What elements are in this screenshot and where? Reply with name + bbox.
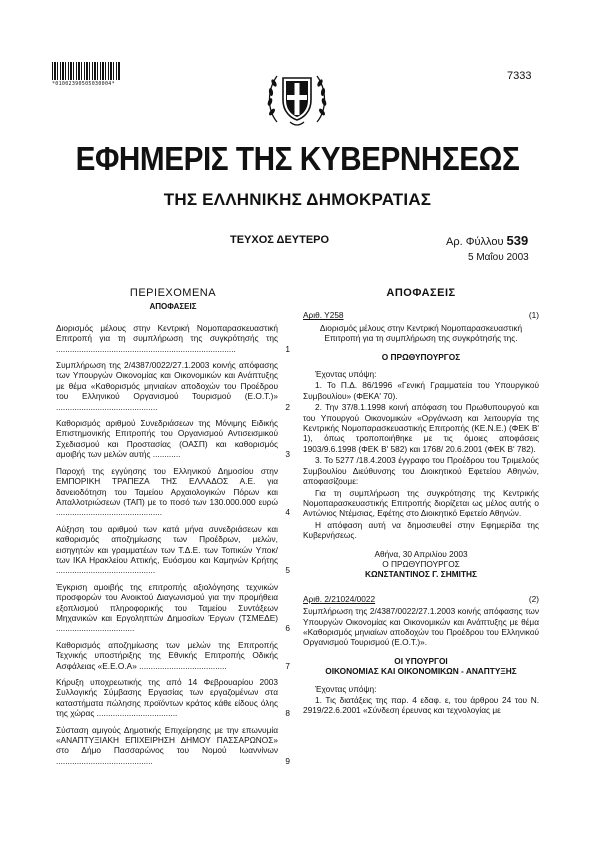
toc-entry-page: 6 <box>285 623 290 634</box>
decision-1-header <box>303 310 539 320</box>
decisions-heading: ΑΠΟΦΑΣΕΙΣ <box>386 287 456 299</box>
decision-1-para-3: 3. Το 5277 /18.4.2003 έγγραφο του Προέδρου του Τριμελούς Συμβουλίου Διεύθυνσης του Διοικητικού Εφετείου Αθηνών, αποφασίζουμε: <box>303 455 539 487</box>
toc-entry[interactable] <box>56 360 290 412</box>
issue-date: 5 Μαΐου 2003 <box>468 252 529 263</box>
sheet-label: Αρ. Φύλλου <box>446 236 504 248</box>
toc-entry-text: Σύσταση αμιγούς Δημοτικής Επιχείρησης με την επωνυμία «ΑΝΑΠΤΥΞΙΑΚΗ ΕΠΙΧΕΙΡΗΣΗ ΔΗΜΟΥ ΠΑΣΣΑΡΩΝΟΣ» στο Δήμο Πασσαρώνος του Νομού Ιωαννίνων .......................................... <box>56 724 278 766</box>
toc-entry[interactable] <box>56 524 290 576</box>
decision-2-summary: Συμπλήρωση της 2/4387/0022/27.1.2003 κοινής απόφασης των Υπουργών Οικονομίας και Οικονομικών και Ανάπτυξης με θέμα «Καθορισμός μηνιαίων αποδοχών του Προέδρου του Ελληνικού Οργανισμού Τουρισμού (Ε.Ο.Τ.)». <box>303 606 539 648</box>
toc-entry-page: 3 <box>285 449 290 460</box>
toc-entry[interactable] <box>56 640 290 671</box>
sheet-number: 539 <box>506 233 529 248</box>
toc-entry[interactable] <box>56 466 290 518</box>
toc-entry-text: Παροχή της εγγύησης του Ελληνικού Δημοσίου στην ΕΜΠΟΡΙΚΗ ΤΡΑΠΕΖΑ ΤΗΣ ΕΛΛΑΔΟΣ Α.Ε. για δανειοδότηση του Ταμείου Αρχαιολογικών Πόρων και Απαλλοτριώσεων (ΤΑΠ) με το ποσό των 130.000.000 ευρώ .............................................. <box>56 465 278 518</box>
page-number: 7333 <box>507 70 532 82</box>
toc-entry-page: 5 <box>285 565 290 576</box>
contents-heading: ΠΕΡΙΕΧΟΜΕΝΑ <box>129 287 217 299</box>
toc-entry-page: 4 <box>285 507 290 518</box>
toc-entry[interactable] <box>56 582 290 634</box>
decision-1-signer-role: Ο ΠΡΩΘΥΠΟΥΡΓΟΣ <box>382 558 460 569</box>
decision-1-authority: Ο ΠΡΩΘΥΠΟΥΡΓΟΣ <box>381 351 461 362</box>
barcode-lines <box>52 62 120 80</box>
toc-entry[interactable] <box>56 725 290 767</box>
decision-1-para-5: Η απόφαση αυτή να δημοσιευθεί στην Εφημερίδα της Κυβερνήσεως. <box>303 519 539 541</box>
gazette-title: ΕΦΗΜΕΡΙΣ ΤΗΣ ΚΥΒΕΡΝΗΣΕΩΣ <box>75 140 520 177</box>
coat-of-arms-icon <box>263 64 331 130</box>
toc-entry-page: 9 <box>285 755 290 766</box>
toc-entry-page: 2 <box>285 401 290 412</box>
toc-entry-text: Έγκριση αμοιβής της επιτροπής αξιολόγησης τεχνικών προσφορών του Ανοικτού Διαγωνισμού για την προμήθεια εξοπλισμού πληροφορικής του Ταμείου Συντάξεων Μηχανικών και Εργοληπτών Δημοσίων Έργων (ΤΣΜΕΔΕ) .................................. <box>56 581 278 634</box>
decision-2-header <box>303 594 539 604</box>
toc-entry-text: Αύξηση του αριθμού των κατά μήνα συνεδριάσεων και καθορισμός αποζημίωσης των Προέδρων, μελών, εισηγητών και γραμματέων των Τ.Δ.Ε. των Τοπικών Υποκ/των ΙΚΑ Ηρακλείου Αττικής, Ευόσμου και Καμηνών Κρήτης ........................................... <box>56 523 278 576</box>
decision-2-authority-1: ΟΙ ΥΠΟΥΡΓΟΙ <box>394 655 448 666</box>
decision-1-place-date: Αθήνα, 30 Απριλίου 2003 <box>374 548 468 559</box>
toc-entry[interactable] <box>56 418 290 460</box>
decision-1-ref: Αριθ. Υ258 <box>303 310 344 321</box>
decision-2-number: (2) <box>528 593 539 604</box>
decision-2-ref: Αριθ. 2/21024/0022 <box>303 593 376 604</box>
decision-1-summary: Διορισμός μέλους στην Κεντρική Νομοπαρασκευαστική Επιτροπή για τη συμπλήρωση της συγκρότησής της. <box>319 322 523 344</box>
decision-1-para-2: 2. Την 37/8.1.1998 κοινή απόφαση του Πρωθυπουργού και του Υπουργού Οικονομικών «Οργάνωση και λειτουργία της Κεντρικής Νομοπαρασκευαστικής Επιτροπής (ΚΕ.Ν.Ε.) (ΦΕΚ Β' 1), όπως τροποποιήθηκε με τις όμοιες αποφάσεις 1903/9.6.1998 (ΦΕΚ Β' 582) και 1768/ 20.6.2001 (ΦΕΚ Β' 782). <box>303 402 539 454</box>
decision-1-having-regard: Έχοντας υπόψη: <box>315 369 377 380</box>
decisions-column <box>303 288 539 717</box>
barcode <box>52 62 120 86</box>
toc-entry[interactable] <box>56 677 290 719</box>
decision-2-authority-2: ΟΙΚΟΝΟΜΙΑΣ ΚΑΙ ΟΙΚΟΝΟΜΙΚΩΝ - ΑΝΑΠΤΥΞΗΣ <box>325 666 517 677</box>
decision-2-having-regard: Έχοντας υπόψη: <box>315 683 377 694</box>
toc-entry-page: 1 <box>285 343 290 354</box>
toc-entry-page: 8 <box>285 708 290 719</box>
toc-entry-page: 7 <box>285 660 290 671</box>
gazette-subtitle: ΤΗΣ ΕΛΛΗΝΙΚΗΣ ΔΗΜΟΚΡΑΤΙΑΣ <box>163 190 432 209</box>
toc-entry-text: Καθορισμός αριθμού Συνεδριάσεων της Μόνιμης Ειδικής Επιστημονικής Επιτροπής του Οργανισμού Αντισεισμικού Σχεδιασμού και Προστασίας (ΟΑΣΠ) και καθορισμός αμοιβής των μελών αυτής ............ <box>56 418 278 460</box>
decision-2-para-1: 1. Τις διατάξεις της παρ. 4 εδαφ. ε, του άρθρου 24 του Ν. 2919/22.6.2001 «Σύνδεση έρευνας και τεχνολογίας με <box>303 695 539 716</box>
decision-1-signer-name: ΚΩΝΣΤΑΝΤΙΝΟΣ Γ. ΣΗΜΙΤΗΣ <box>364 569 478 580</box>
toc-entry-text: Συμπλήρωση της 2/4387/0022/27.1.2003 κοινής απόφασης των Υπουργών Οικονομίας και Οικονομικών και Ανάπτυξης με θέμα «Καθορισμός μηνιαίων αποδοχών του Προέδρου του Ελληνικού Οργανισμού Τουρισμού (Ε.Ο.Τ.)» ............................................ <box>56 360 278 412</box>
contents-subheading: ΑΠΟΦΑΣΕΙΣ <box>149 302 197 312</box>
toc-entry[interactable] <box>56 323 290 354</box>
issue-sheet <box>446 233 528 248</box>
toc-entry-text: Κήρυξη υποχρεωτικής της από 14 Φεβρουαρίου 2003 Συλλογικής Σύμβασης Εργασίας των εργαζομένων στα καταστήματα πώλησης προϊόντων κράτος κάθε είδους όλης της χώρας ................................... <box>56 677 278 719</box>
decision-1-number: (1) <box>528 310 539 321</box>
toc-entry-text: Διορισμός μέλους στην Κεντρική Νομοπαρασκευαστική Επιτροπή για τη συμπλήρωση της συγκρότησής της .............................................................................. <box>56 322 278 354</box>
issue-series: ΤΕΥΧΟΣ ΔΕΥΤΕΡΟ <box>230 234 330 246</box>
decision-1-para-4: Για τη συμπλήρωση της συγκρότησης της Κεντρικής Νομοπαρασκευαστικής Επιτροπής διορίζεται ως μέλος αυτής ο Αντώνιος Ντέμσιας, Εφέτης στο Διοικητικό Εφετείο Αθηνών. <box>303 487 539 519</box>
contents-column <box>56 288 290 772</box>
barcode-number: *01002390505030004* <box>52 81 115 87</box>
decision-1-para-1: 1. Το Π.Δ. 86/1996 «Γενική Γραμματεία του Υπουργικού Συμβουλίου» (ΦΕΚΑ' 70). <box>303 380 539 401</box>
toc-entry-text: Καθορισμός αποζημίωσης των μελών της Επιτροπής Τεχνικής υποστήριξης της Εθνικής Επιτροπής Οδικής Ασφάλειας «Ε.Ε.Ο.Α» ...................................... <box>56 639 278 671</box>
